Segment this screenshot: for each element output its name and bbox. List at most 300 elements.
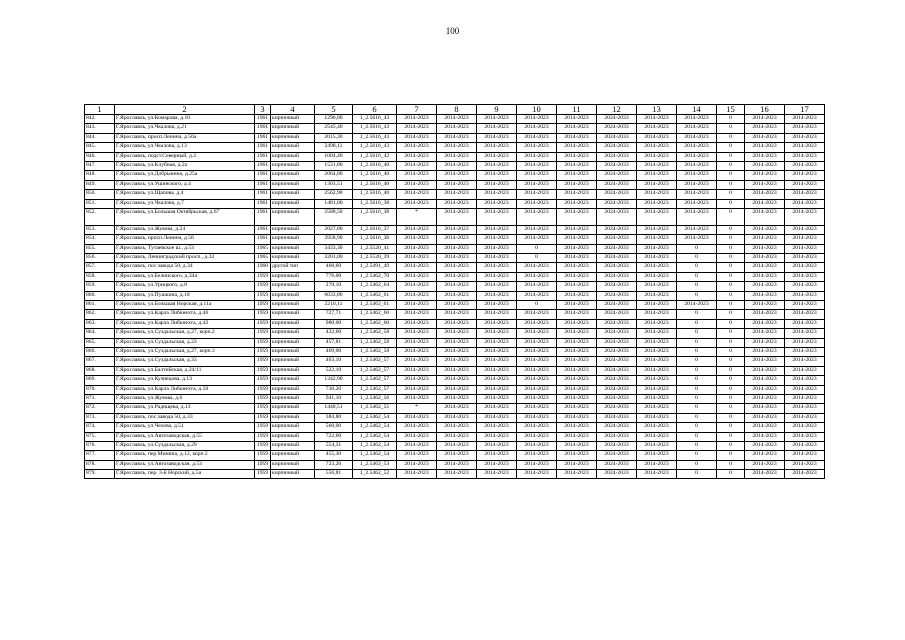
table-cell: 2014-2023 (785, 171, 825, 180)
table-cell: 854. (85, 235, 115, 244)
table-cell: 1_2.5616_40 (353, 180, 397, 189)
table-cell: Г.Ярославль, ул.Кузнецова, д.13 (115, 376, 255, 385)
table-cell: 2014-2023 (437, 366, 477, 375)
table-cell: 2014-2023 (557, 423, 597, 432)
table-cell: 2024-2033 (597, 460, 637, 469)
table-cell: 2014-2023 (745, 301, 785, 310)
table-cell: 1959 (255, 423, 271, 432)
table-cell: 844. (85, 133, 115, 142)
table-cell: 2014-2023 (477, 143, 517, 152)
table-cell: 0 (717, 404, 745, 413)
table-cell: 2064,80 (315, 171, 353, 180)
table-cell: 2014-2023 (745, 357, 785, 366)
table-cell: 2014-2023 (477, 133, 517, 142)
table-cell: 2014-2023 (397, 143, 437, 152)
table-cell: 2014-2023 (557, 441, 597, 450)
table-cell: * (397, 208, 437, 225)
table-cell: 2014-2023 (437, 282, 477, 291)
table-cell: 2024-2033 (597, 263, 637, 272)
column-header: 4 (271, 105, 315, 115)
table-cell: 2014-2023 (637, 244, 677, 253)
table-cell: 2014-2023 (437, 338, 477, 347)
table-cell: кирпичный (271, 301, 315, 310)
table-cell: 858. (85, 272, 115, 281)
table-cell: 2014-2023 (477, 441, 517, 450)
table-cell: кирпичный (271, 282, 315, 291)
table-cell: 2024-2033 (597, 441, 637, 450)
table-cell: 2014-2023 (785, 180, 825, 189)
column-header: 5 (315, 105, 353, 115)
table-cell: 0 (717, 423, 745, 432)
table-cell: Г.Ярославль, ул.Жукова, д.6 (115, 394, 255, 403)
table-cell: 1959 (255, 291, 271, 300)
table-cell: 1_2.5462_61 (353, 301, 397, 310)
table-cell: 1_2.5616_36 (353, 235, 397, 244)
table-cell: 2024-2033 (597, 244, 637, 253)
table-cell: 1959 (255, 301, 271, 310)
table-cell: 2014-2023 (477, 180, 517, 189)
table-cell: 2014-2023 (517, 152, 557, 161)
table-cell: 2014-2023 (637, 171, 677, 180)
table-cell: 2024-2033 (597, 470, 637, 479)
table-cell: 2014-2023 (557, 282, 597, 291)
table-cell: 0 (677, 347, 717, 356)
table-cell: 846. (85, 152, 115, 161)
table-cell: 2014-2023 (785, 413, 825, 422)
table-cell: 2014-2023 (557, 190, 597, 199)
table-row (85, 161, 825, 170)
table-cell: 0 (717, 301, 745, 310)
table-cell: кирпичный (271, 347, 315, 356)
table-cell: 874. (85, 423, 115, 432)
table-cell: 0 (677, 366, 717, 375)
table-cell: 2014-2023 (477, 432, 517, 441)
table-cell: 1004,40 (315, 152, 353, 161)
table-cell: 843. (85, 124, 115, 133)
table-cell: 2014-2023 (637, 199, 677, 208)
table-cell: 1959 (255, 404, 271, 413)
table-cell: 2014-2023 (397, 171, 437, 180)
table-cell: 1959 (255, 310, 271, 319)
table-cell: 2024-2033 (597, 208, 637, 225)
table-cell: 2014-2023 (785, 291, 825, 300)
table-cell: 849. (85, 180, 115, 189)
table-cell: 0 (717, 460, 745, 469)
table-cell: 2014-2023 (637, 225, 677, 234)
table-cell: 0 (717, 208, 745, 225)
table-cell: 2014-2023 (517, 199, 557, 208)
table-cell: 2014-2023 (437, 441, 477, 450)
table-cell: 2014-2023 (745, 394, 785, 403)
table-cell: Г.Ярославль, ул.Чкалова, д.13 (115, 143, 255, 152)
table-cell: 1961 (255, 171, 271, 180)
table-cell: 2014-2023 (477, 366, 517, 375)
table-cell: 2014-2023 (517, 319, 557, 328)
table-cell: 873. (85, 413, 115, 422)
table-cell: 0 (677, 423, 717, 432)
table-cell: 2014-2023 (785, 143, 825, 152)
table-cell: 2014-2023 (785, 199, 825, 208)
table-cell: 0 (677, 460, 717, 469)
table-cell: 2014-2023 (745, 263, 785, 272)
table-cell: 1961 (255, 199, 271, 208)
table-cell: 2014-2023 (745, 329, 785, 338)
table-cell: 1_2.5462_57 (353, 385, 397, 394)
table-cell: 0 (717, 441, 745, 450)
table-cell: 2014-2023 (517, 190, 557, 199)
table-cell: Г.Ярославль, пос.завода 50, д.34 (115, 263, 255, 272)
table-cell: 2024-2033 (597, 124, 637, 133)
table-cell: 2014-2023 (477, 254, 517, 263)
table-cell: 2014-2023 (517, 143, 557, 152)
table-cell: 0 (717, 432, 745, 441)
table-cell: кирпичный (271, 432, 315, 441)
table-cell: 2024-2033 (597, 319, 637, 328)
table-cell: 2014-2023 (477, 272, 517, 281)
table-cell: 2014-2023 (785, 329, 825, 338)
column-header: 6 (353, 105, 397, 115)
table-cell: 2014-2023 (677, 152, 717, 161)
table-cell: 2024-2033 (597, 329, 637, 338)
table-cell: 2014-2023 (557, 310, 597, 319)
table-cell: 2014-2023 (745, 225, 785, 234)
table-cell: 2014-2023 (517, 171, 557, 180)
table-cell: 2014-2023 (437, 199, 477, 208)
table-cell: 1959 (255, 376, 271, 385)
table-cell: 2014-2023 (557, 199, 597, 208)
table-cell: 2014-2023 (397, 133, 437, 142)
table-cell: 2014-2023 (397, 319, 437, 328)
table-cell: 2014-2023 (437, 133, 477, 142)
table-cell: 0 (717, 161, 745, 170)
table-cell: кирпичный (271, 272, 315, 281)
table-cell: 2014-2023 (745, 319, 785, 328)
table-cell: 0 (677, 291, 717, 300)
table-cell: 0 (717, 451, 745, 460)
table-cell: Г.Ярославль, ул.Щапова, д.4 (115, 190, 255, 199)
table-cell: 2014-2023 (477, 244, 517, 253)
table-cell: 0 (717, 124, 745, 133)
column-header: 14 (677, 105, 717, 115)
table-cell: 2014-2023 (477, 347, 517, 356)
table-cell: 2014-2023 (637, 357, 677, 366)
table-cell: 3958,90 (315, 235, 353, 244)
table-cell: 2014-2023 (517, 451, 557, 460)
table-cell: 2014-2023 (397, 441, 437, 450)
table-cell: 730,20 (315, 385, 353, 394)
table-cell: кирпичный (271, 394, 315, 403)
table-cell: 857. (85, 263, 115, 272)
table-cell: 0 (677, 432, 717, 441)
table-cell: 0 (677, 357, 717, 366)
table-cell: кирпичный (271, 161, 315, 170)
table-cell: 2024-2033 (597, 282, 637, 291)
table-cell: 2014-2023 (517, 366, 557, 375)
table-cell: 2545,40 (315, 124, 353, 133)
table-cell: 2014-2023 (397, 451, 437, 460)
table-cell: 2014-2023 (517, 385, 557, 394)
table-cell: Г.Ярославль, ул.Карла Либкнехта, д.46 (115, 310, 255, 319)
table-cell: 2014-2023 (785, 152, 825, 161)
table-cell: 2014-2023 (557, 329, 597, 338)
table-cell: 2014-2023 (397, 470, 437, 479)
table-cell: 1_2.5616_37 (353, 225, 397, 234)
table-cell: 2014-2023 (745, 115, 785, 124)
table-cell: 1_2.5462_52 (353, 470, 397, 479)
table-cell: 1_2.5616_38 (353, 199, 397, 208)
table-cell: 0 (717, 115, 745, 124)
table-cell: 2014-2023 (397, 115, 437, 124)
table-cell: 2014-2023 (437, 460, 477, 469)
table-row (85, 208, 825, 225)
table-cell: 2024-2033 (597, 133, 637, 142)
table-cell: 2014-2023 (477, 161, 517, 170)
table-cell: 723,20 (315, 460, 353, 469)
table-cell: 2014-2023 (785, 310, 825, 319)
table-cell: 2014-2023 (785, 254, 825, 263)
table-cell: 2014-2023 (785, 161, 825, 170)
table-cell: 2024-2033 (597, 385, 637, 394)
table-row (85, 376, 825, 385)
table-cell: 1_2.5616_42 (353, 152, 397, 161)
table-cell: 861. (85, 301, 115, 310)
table-cell: 1_2.5491_49 (353, 263, 397, 272)
table-cell: кирпичный (271, 451, 315, 460)
table-cell: другой тип (271, 263, 315, 272)
table-row (85, 235, 825, 244)
table-cell: 1_2.5616_43 (353, 124, 397, 133)
table-cell: 2014-2023 (637, 143, 677, 152)
table-cell: 1961 (255, 190, 271, 199)
table-cell: Г.Ярославль, пер.Минина, д.12, корп.2 (115, 451, 255, 460)
table-cell: 2014-2023 (437, 263, 477, 272)
table-cell: 2014-2023 (437, 208, 477, 225)
table-cell: 2014-2023 (637, 319, 677, 328)
table-cell: 0 (717, 319, 745, 328)
table-cell: 0 (717, 413, 745, 422)
table-cell: * (397, 404, 437, 413)
table-cell: 2024-2033 (597, 310, 637, 319)
table-row (85, 423, 825, 432)
table-cell: 2014-2023 (637, 394, 677, 403)
table-cell: 2024-2033 (597, 143, 637, 152)
table-cell: 2014-2023 (397, 366, 437, 375)
table-cell: 2014-2023 (437, 329, 477, 338)
table-cell: 2014-2023 (637, 451, 677, 460)
table-row (85, 180, 825, 189)
table-cell: 1965 (255, 254, 271, 263)
table-cell: Г.Ярославль, ул.Чкалова, д.7 (115, 199, 255, 208)
table-cell: Г.Ярославль, ул.Пушкина, д.18 (115, 291, 255, 300)
table-cell: 2014-2023 (745, 235, 785, 244)
table-cell: 2014-2023 (785, 470, 825, 479)
table-cell: 2014-2023 (677, 199, 717, 208)
table-cell: Г.Ярославль, ул.Суздальская, д.27, корп.2 (115, 329, 255, 338)
table-cell: 1481,80 (315, 199, 353, 208)
table-cell: 0 (677, 329, 717, 338)
table-cell: 0 (677, 244, 717, 253)
table-cell: 2024-2033 (597, 115, 637, 124)
table-cell: 871. (85, 394, 115, 403)
table-cell: 2014-2023 (745, 143, 785, 152)
table-cell: 1961 (255, 180, 271, 189)
table-cell: 2014-2023 (517, 394, 557, 403)
table-cell: 2014-2023 (517, 291, 557, 300)
table-cell: 2014-2023 (477, 124, 517, 133)
table-cell: 2014-2023 (397, 152, 437, 161)
table-cell: 2014-2023 (437, 310, 477, 319)
table-cell: 463,10 (315, 357, 353, 366)
table-cell: 1959 (255, 413, 271, 422)
table-cell: 2014-2023 (745, 291, 785, 300)
table-cell: 2014-2023 (637, 441, 677, 450)
table-cell: 847. (85, 161, 115, 170)
table-cell: Г.Ярославль, ул.Урицкого, д.8 (115, 282, 255, 291)
table-cell: 2014-2023 (637, 190, 677, 199)
table-cell: 2014-2023 (477, 301, 517, 310)
table-cell: 877. (85, 451, 115, 460)
table-cell: 0 (677, 470, 717, 479)
table-cell: 2014-2023 (745, 199, 785, 208)
table-cell: 2027,80 (315, 225, 353, 234)
table-cell: 2014-2023 (397, 376, 437, 385)
table-cell: 2014-2023 (785, 208, 825, 225)
table-cell: Г.Ярославль, ул.Карла Либкнехта, д.50 (115, 385, 255, 394)
table-cell: 0 (677, 404, 717, 413)
column-header: 13 (637, 105, 677, 115)
table-cell: 2014-2023 (785, 441, 825, 450)
table-cell: 2014-2023 (477, 190, 517, 199)
table-cell: 2588,50 (315, 208, 353, 225)
table-cell: 522,10 (315, 366, 353, 375)
table-cell: кирпичный (271, 460, 315, 469)
table-cell: 856. (85, 254, 115, 263)
table-cell: 2014-2023 (397, 180, 437, 189)
table-row (85, 115, 825, 124)
table-cell: 2014-2023 (437, 235, 477, 244)
table-cell: 1_2.5616_40 (353, 161, 397, 170)
table-row (85, 470, 825, 479)
table-cell: 1959 (255, 451, 271, 460)
table-cell: 2014-2023 (517, 432, 557, 441)
table-cell: 776,00 (315, 272, 353, 281)
table-cell: 0 (717, 235, 745, 244)
table-cell: кирпичный (271, 357, 315, 366)
table-cell: 1960 (255, 263, 271, 272)
table-cell: 2024-2033 (597, 199, 637, 208)
table-cell: 2014-2023 (557, 460, 597, 469)
table-cell: 2014-2023 (517, 263, 557, 272)
table-row (85, 413, 825, 422)
table-row (85, 171, 825, 180)
table-cell: 2014-2023 (397, 282, 437, 291)
table-row (85, 394, 825, 403)
table-cell: 0 (717, 366, 745, 375)
table-cell: 2014-2023 (637, 180, 677, 189)
table-cell: 2014-2023 (437, 124, 477, 133)
table-cell: 1_2.5616_43 (353, 143, 397, 152)
table-cell: 1959 (255, 319, 271, 328)
table-cell: 2014-2023 (477, 394, 517, 403)
table-cell: 2014-2023 (517, 460, 557, 469)
table-cell: 2014-2023 (637, 208, 677, 225)
table-cell: 2014-2023 (745, 208, 785, 225)
table-cell: 2014-2023 (517, 423, 557, 432)
table-cell: Г.Ярославль, ул.Автозаводская, д.55 (115, 432, 255, 441)
table-cell: 0 (677, 282, 717, 291)
table-cell: кирпичный (271, 310, 315, 319)
table-cell: 1961 (255, 225, 271, 234)
table-cell: 2024-2033 (597, 366, 637, 375)
table-cell: 432,60 (315, 329, 353, 338)
table-cell: 2024-2033 (597, 423, 637, 432)
table-row (85, 441, 825, 450)
table-cell: 2014-2023 (557, 254, 597, 263)
table-cell: 1959 (255, 441, 271, 450)
table-cell: 1_2.5462_55 (353, 404, 397, 413)
table-cell: 2014-2023 (477, 310, 517, 319)
table-row (85, 329, 825, 338)
table-cell: 2014-2023 (517, 357, 557, 366)
table-cell: 2014-2023 (477, 385, 517, 394)
table-cell: 0 (717, 199, 745, 208)
table-cell: Г.Ярославль, ул.Комарова, д.10 (115, 115, 255, 124)
table-cell: 2014-2023 (517, 441, 557, 450)
table-cell: 1959 (255, 272, 271, 281)
table-cell: 2014-2023 (557, 413, 597, 422)
table-cell: кирпичный (271, 199, 315, 208)
table-cell: 2014-2023 (745, 423, 785, 432)
table-cell: 0 (677, 394, 717, 403)
table-cell: 879. (85, 470, 115, 479)
table-row (85, 263, 825, 272)
table-cell: 1_2.5616_40 (353, 171, 397, 180)
table-cell: 1961 (255, 161, 271, 170)
table-cell: 2014-2023 (517, 404, 557, 413)
table-cell: 2014-2023 (785, 460, 825, 469)
table-cell: 1_2.5462_60 (353, 310, 397, 319)
table-cell: 2014-2023 (745, 451, 785, 460)
table-cell: 2014-2023 (745, 254, 785, 263)
table-cell: 868. (85, 366, 115, 375)
table-cell: 2498,11 (315, 143, 353, 152)
table-row (85, 225, 825, 234)
table-cell: 2014-2023 (477, 199, 517, 208)
table-cell: 2014-2023 (677, 115, 717, 124)
table-cell: Г.Ярославль, Тутаевское ш., д.53 (115, 244, 255, 253)
table-cell: кирпичный (271, 254, 315, 263)
table-cell: 2024-2033 (597, 413, 637, 422)
table-cell: 2024-2033 (597, 347, 637, 356)
table-cell: 0 (677, 272, 717, 281)
table-cell: 1_2.5462_56 (353, 394, 397, 403)
table-cell: 2024-2033 (597, 404, 637, 413)
table-cell: 556,81 (315, 470, 353, 479)
column-header: 15 (717, 105, 745, 115)
table-cell: 2014-2023 (477, 357, 517, 366)
table-cell: 1_2.5616_43 (353, 133, 397, 142)
table-cell: 0 (517, 254, 557, 263)
table-cell: 2014-2023 (397, 338, 437, 347)
table-cell: Г.Ярославль, ул.Балтийская, д.24/11 (115, 366, 255, 375)
table-cell: 6033,80 (315, 291, 353, 300)
table-cell: 2014-2023 (517, 347, 557, 356)
table-cell: 865. (85, 338, 115, 347)
table-cell: 2024-2033 (597, 161, 637, 170)
table-cell: 1_2.5462_61 (353, 291, 397, 300)
table-row (85, 460, 825, 469)
table-cell: 2014-2023 (557, 432, 597, 441)
